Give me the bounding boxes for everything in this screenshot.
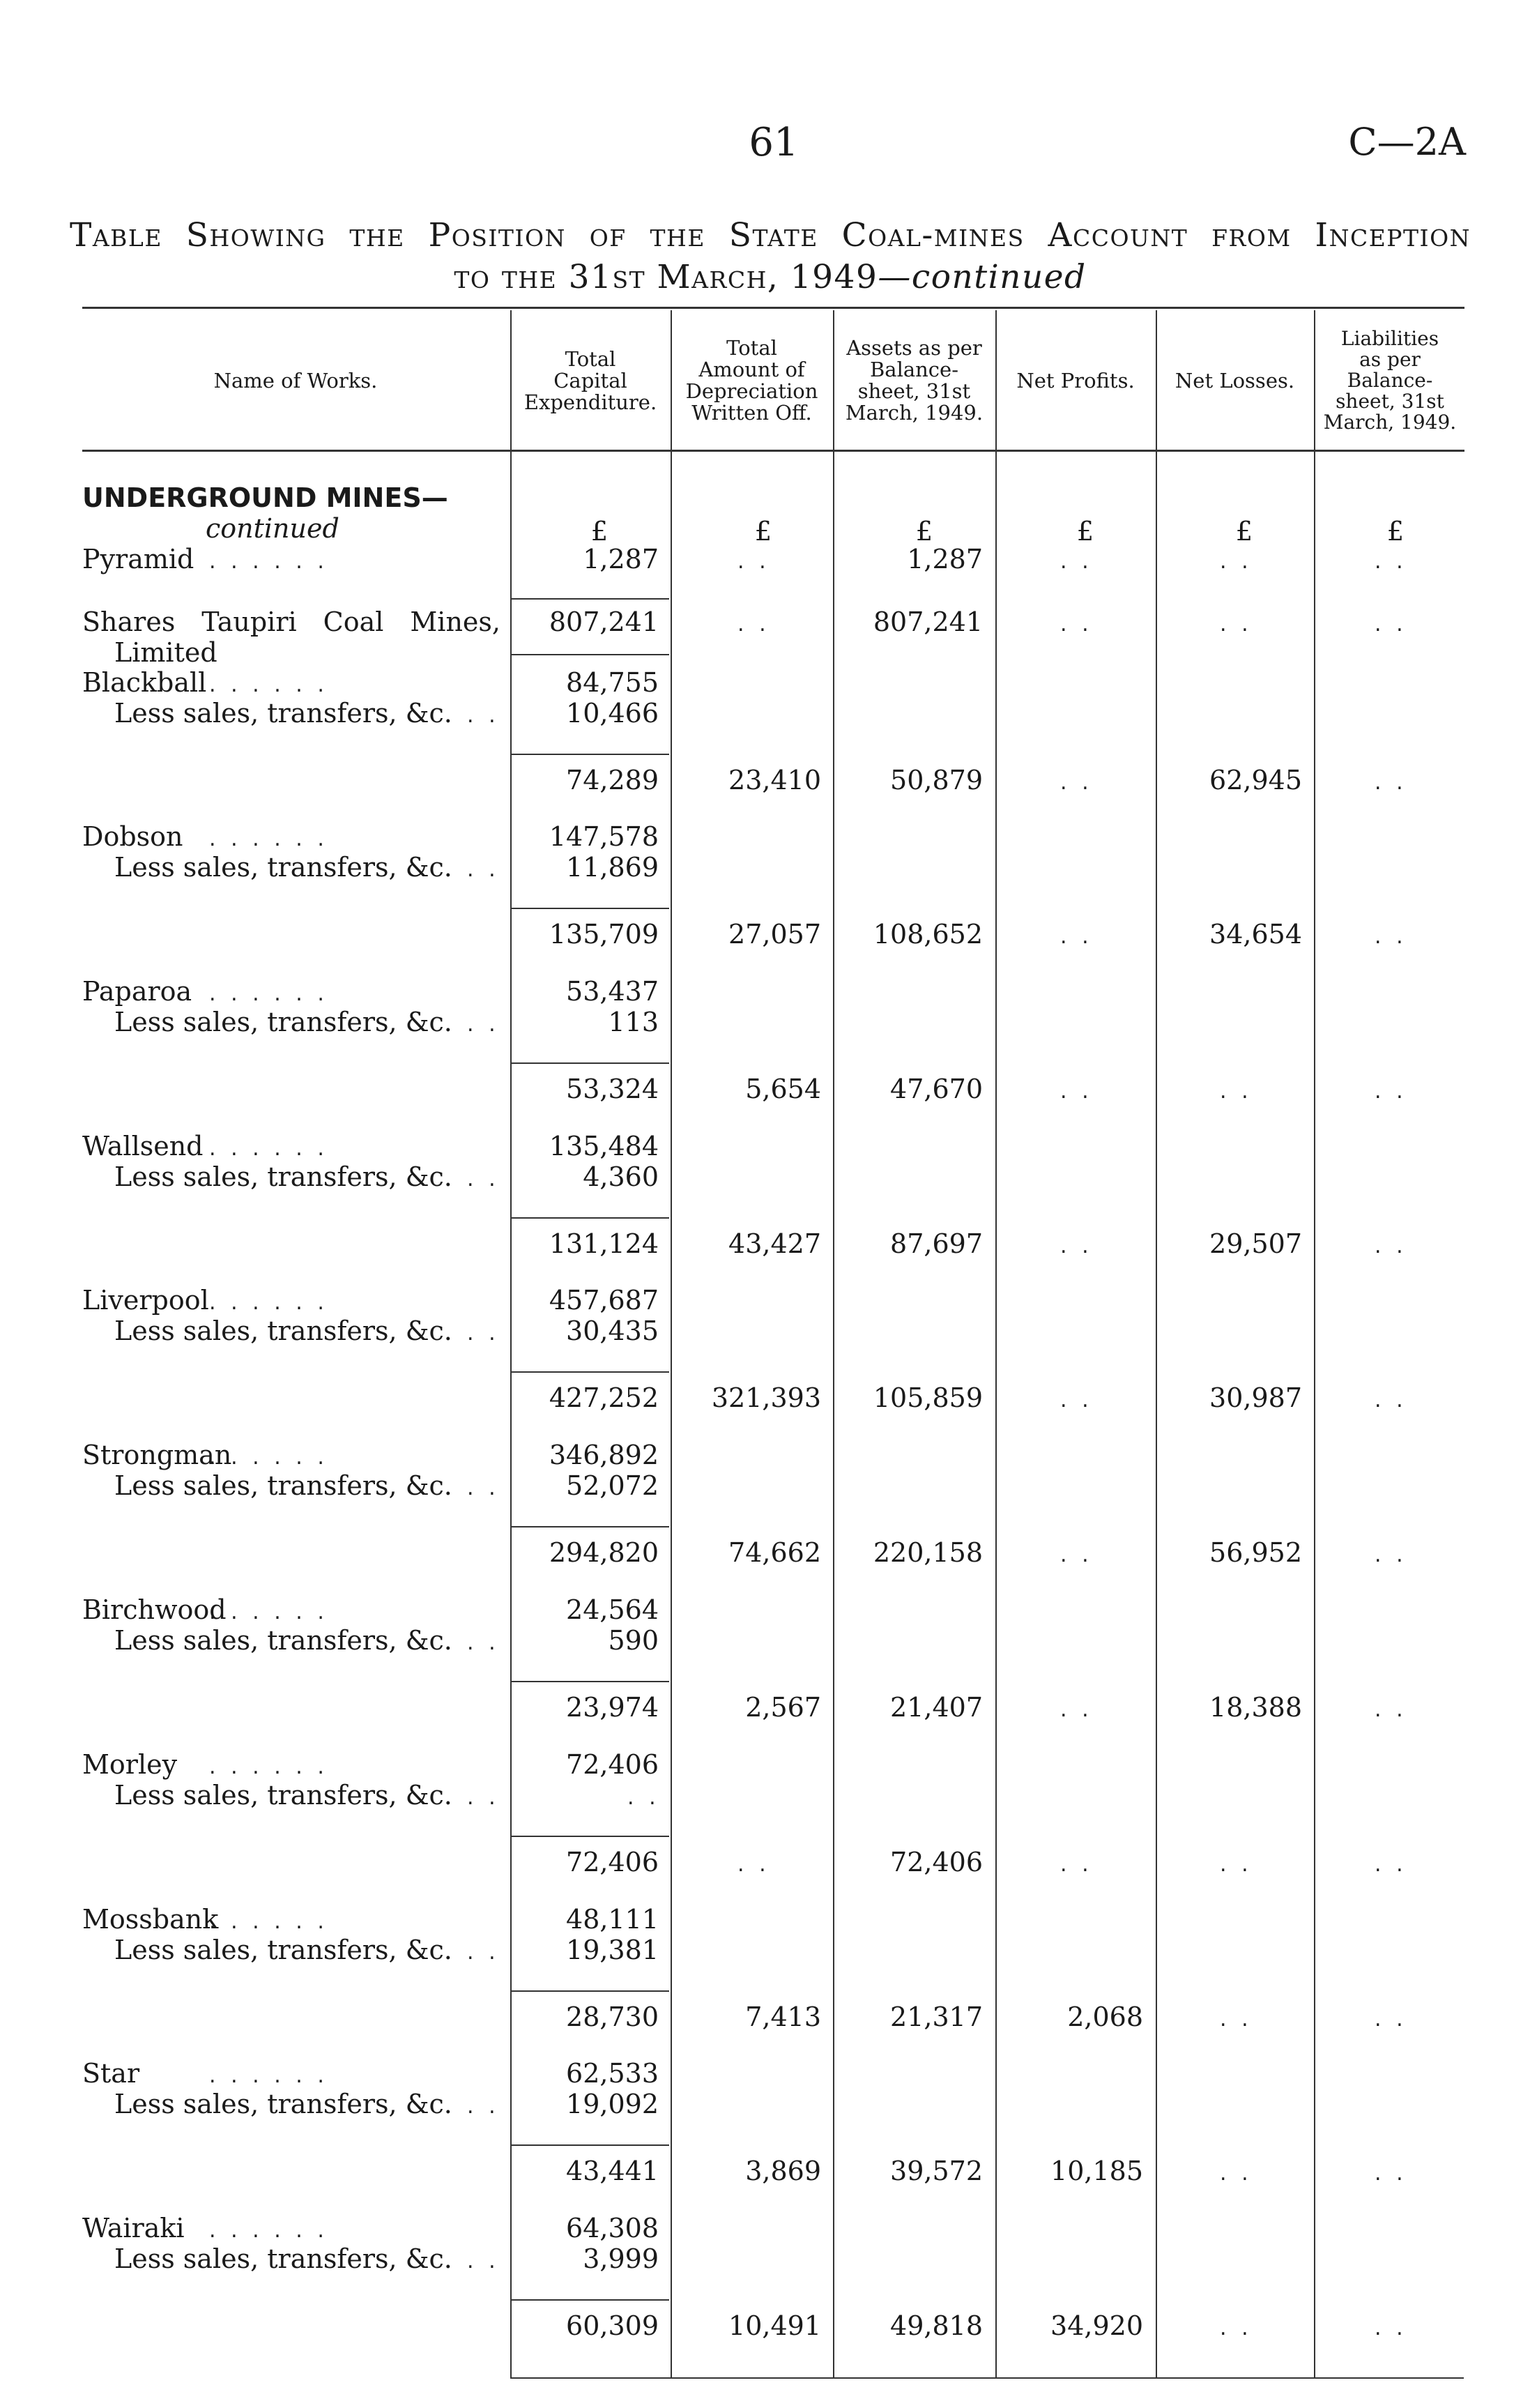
nil-marker: . . xyxy=(1375,1698,1407,1722)
header-text: Written Off. xyxy=(691,401,812,425)
blackball-capital: 74,289 xyxy=(566,765,659,795)
table-bottom-rule xyxy=(510,2377,1464,2379)
wallsend-depreciation: 43,427 xyxy=(728,1228,821,1259)
header-text: Net Losses. xyxy=(1175,368,1295,393)
less-label: Less sales, transfers, &c. xyxy=(114,1007,452,1037)
nil-marker: . . xyxy=(1375,2316,1407,2340)
birchwood-gross: 24,564 xyxy=(566,1594,659,1625)
leader-dots: . . . . . . xyxy=(209,1290,328,1315)
wallsend-gross: 135,484 xyxy=(549,1131,659,1161)
nil-marker: . . xyxy=(1060,924,1093,949)
header-text: March, 1949. xyxy=(845,401,984,425)
wairaki-gross: 64,308 xyxy=(566,2213,659,2243)
header-name-of-works xyxy=(82,318,509,443)
star-depreciation: 3,869 xyxy=(745,2156,821,2186)
wallsend-losses: 29,507 xyxy=(1209,1228,1302,1259)
header-total-capital xyxy=(512,318,669,443)
less-label: Less sales, transfers, &c. xyxy=(114,2089,452,2119)
nil-marker: . . xyxy=(1220,2007,1253,2032)
column-divider xyxy=(510,310,512,2377)
nil-marker: . . xyxy=(737,1852,770,1877)
header-depreciation xyxy=(672,318,832,443)
table-title xyxy=(70,215,1471,298)
paparoa-less: 113 xyxy=(608,1007,659,1037)
star-capital: 43,441 xyxy=(566,2156,659,2186)
nil-marker: . . xyxy=(1375,612,1407,637)
column-divider xyxy=(1156,310,1157,2377)
leader-dots: . . xyxy=(467,1476,500,1500)
morley-capital: 72,406 xyxy=(566,1847,659,1877)
birchwood-assets: 21,407 xyxy=(890,1692,983,1723)
dobson-gross: 147,578 xyxy=(549,821,659,852)
nil-marker: . . xyxy=(1375,770,1407,795)
nil-marker: . . xyxy=(1220,2161,1253,2186)
nil-marker: . . xyxy=(1060,1698,1093,1722)
nil-marker: . . xyxy=(1060,1388,1093,1412)
leader-dots: . . . . . . xyxy=(209,1755,328,1779)
row-rule xyxy=(512,1371,669,1373)
star-profits: 10,185 xyxy=(1050,2156,1143,2186)
morley-gross: 72,406 xyxy=(566,1749,659,1780)
header-bottom-rule xyxy=(82,450,1464,452)
wallsend-capital: 131,124 xyxy=(549,1228,659,1259)
nil-marker: . . xyxy=(1375,1388,1407,1412)
less-label: Less sales, transfers, &c. xyxy=(114,1470,452,1501)
mossbank-assets: 21,317 xyxy=(890,2002,983,2032)
header-net-profits xyxy=(997,318,1154,443)
title-line-2 xyxy=(70,257,1471,298)
nil-marker: . . xyxy=(1375,2007,1407,2032)
dobson-losses: 34,654 xyxy=(1209,919,1302,950)
row-rule xyxy=(512,1217,669,1219)
strongman-capital: 294,820 xyxy=(549,1537,659,1568)
blackball-gross: 84,755 xyxy=(566,667,659,698)
row-name-liverpool: Liverpool xyxy=(82,1285,209,1316)
strongman-assets: 220,158 xyxy=(873,1537,983,1568)
birchwood-less: 590 xyxy=(608,1625,659,1656)
nil-marker: . . xyxy=(1060,1852,1093,1877)
dobson-less: 11,869 xyxy=(566,852,659,883)
leader-dots: . . . . . . xyxy=(209,2064,328,2088)
nil-marker: . . xyxy=(1375,1079,1407,1104)
header-text: Assets as per xyxy=(846,336,982,360)
blackball-less: 10,466 xyxy=(566,698,659,729)
currency-symbol: £ xyxy=(754,516,772,547)
paparoa-assets: 47,670 xyxy=(890,1074,983,1104)
strongman-gross: 346,892 xyxy=(549,1440,659,1470)
less-label: Less sales, transfers, &c. xyxy=(114,1935,452,1965)
nil-marker: . . xyxy=(737,612,770,637)
row-rule xyxy=(512,2299,669,2301)
row-rule xyxy=(512,1526,669,1527)
mossbank-less: 19,381 xyxy=(566,1935,659,1965)
header-text: Balance- xyxy=(1347,369,1433,392)
blackball-assets: 50,879 xyxy=(890,765,983,795)
mossbank-profits: 2,068 xyxy=(1067,2002,1143,2032)
leader-dots: . . xyxy=(467,2249,500,2273)
liverpool-depreciation: 321,393 xyxy=(711,1382,821,1413)
row-rule xyxy=(512,754,669,755)
shares-capital: 807,241 xyxy=(549,607,659,637)
header-text: as per xyxy=(1359,348,1421,371)
less-label: Less sales, transfers, &c. xyxy=(114,698,452,729)
less-label: Less sales, transfers, &c. xyxy=(114,1316,452,1346)
pyramid-assets: 1,287 xyxy=(907,544,983,574)
row-name-birchwood: Birchwood xyxy=(82,1594,227,1625)
column-divider xyxy=(995,310,997,2377)
wairaki-less: 3,999 xyxy=(583,2243,659,2274)
leader-dots: . . . . . . xyxy=(209,1136,328,1161)
row-rule xyxy=(512,598,669,600)
nil-marker: . . xyxy=(1220,1852,1253,1877)
header-text: Depreciation xyxy=(685,379,818,403)
liverpool-losses: 30,987 xyxy=(1209,1382,1302,1413)
header-net-losses xyxy=(1157,318,1313,443)
section-subtitle: continued xyxy=(206,513,339,544)
blackball-losses: 62,945 xyxy=(1209,765,1302,795)
row-rule xyxy=(512,1062,669,1064)
liverpool-gross: 457,687 xyxy=(549,1285,659,1316)
strongman-less: 52,072 xyxy=(566,1470,659,1501)
liverpool-assets: 105,859 xyxy=(873,1382,983,1413)
currency-symbol: £ xyxy=(1076,516,1094,547)
title-continued: —continued xyxy=(878,258,1087,296)
row-name-dobson: Dobson xyxy=(82,821,183,852)
mossbank-depreciation: 7,413 xyxy=(745,2002,821,2032)
wairaki-assets: 49,818 xyxy=(890,2310,983,2341)
dobson-assets: 108,652 xyxy=(873,919,983,950)
birchwood-depreciation: 2,567 xyxy=(745,1692,821,1723)
liverpool-less: 30,435 xyxy=(566,1316,659,1346)
document-code: C—2A xyxy=(1348,120,1466,164)
row-name-shares: Shares Taupiri Coal Mines, xyxy=(82,607,500,637)
nil-marker: . . xyxy=(1375,549,1407,574)
nil-marker: . . xyxy=(1060,1543,1093,1567)
star-less: 19,092 xyxy=(566,2089,659,2119)
nil-marker: . . xyxy=(1220,612,1253,637)
currency-symbol: £ xyxy=(1235,516,1253,547)
leader-dots: . . . . . . xyxy=(209,1910,328,1934)
star-gross: 62,533 xyxy=(566,2058,659,2089)
title-line-2-text: to the 31st March, 1949 xyxy=(454,258,878,296)
nil-marker: . . xyxy=(627,1785,660,1810)
header-text: Balance- xyxy=(869,358,959,381)
nil-marker: . . xyxy=(1060,1079,1093,1104)
less-label: Less sales, transfers, &c. xyxy=(114,1780,452,1811)
header-assets xyxy=(834,318,994,443)
leader-dots: . . xyxy=(467,2094,500,2119)
header-text: sheet, 31st xyxy=(1336,390,1444,413)
dobson-depreciation: 27,057 xyxy=(728,919,821,950)
leader-dots: . . . . . . xyxy=(209,1445,328,1470)
row-rule xyxy=(512,1681,669,1682)
header-text: Expenditure. xyxy=(523,390,657,414)
table-top-rule xyxy=(82,307,1464,309)
nil-marker: . . xyxy=(1375,924,1407,949)
leader-dots: . . xyxy=(467,1940,500,1965)
leader-dots: . . xyxy=(467,858,500,882)
title-line-1: Table Showing the Position of the State Coal-mines Account from Inception xyxy=(70,216,1471,254)
column-divider xyxy=(1314,310,1315,2377)
column-divider xyxy=(671,310,672,2377)
pyramid-capital: 1,287 xyxy=(583,544,659,574)
header-text: Liabilities xyxy=(1340,327,1439,350)
wairaki-capital: 60,309 xyxy=(566,2310,659,2341)
leader-dots: . . xyxy=(467,1785,500,1810)
nil-marker: . . xyxy=(1060,1234,1093,1258)
less-label: Less sales, transfers, &c. xyxy=(114,852,452,883)
mossbank-gross: 48,111 xyxy=(566,1904,659,1935)
row-name-star: Star xyxy=(82,2058,140,2089)
currency-symbol: £ xyxy=(1386,516,1405,547)
leader-dots: . . xyxy=(467,1321,500,1346)
row-name-strongman: Strongman xyxy=(82,1440,232,1470)
dobson-capital: 135,709 xyxy=(549,919,659,950)
header-name-text: Name of Works. xyxy=(213,368,378,393)
currency-symbol: £ xyxy=(915,516,933,547)
nil-marker: . . xyxy=(1220,549,1253,574)
strongman-losses: 56,952 xyxy=(1209,1537,1302,1568)
leader-dots: . . . . . . xyxy=(209,1600,328,1624)
wairaki-profits: 34,920 xyxy=(1050,2310,1143,2341)
leader-dots: . . xyxy=(467,1167,500,1191)
mossbank-capital: 28,730 xyxy=(566,2002,659,2032)
header-text: March, 1949. xyxy=(1323,411,1457,434)
wallsend-assets: 87,697 xyxy=(890,1228,983,1259)
header-text: sheet, 31st xyxy=(857,379,971,403)
strongman-depreciation: 74,662 xyxy=(728,1537,821,1568)
liverpool-capital: 427,252 xyxy=(549,1382,659,1413)
leader-dots: . . . . . . xyxy=(209,673,328,697)
morley-assets: 72,406 xyxy=(890,1847,983,1877)
row-name-paparoa: Paparoa xyxy=(82,976,192,1007)
column-divider xyxy=(833,310,834,2377)
blackball-depreciation: 23,410 xyxy=(728,765,821,795)
row-rule xyxy=(512,908,669,909)
less-label: Less sales, transfers, &c. xyxy=(114,1161,452,1192)
nil-marker: . . xyxy=(1220,2316,1253,2340)
leader-dots: . . xyxy=(467,1012,500,1037)
row-name-mossbank: Mossbank xyxy=(82,1904,219,1935)
nil-marker: . . xyxy=(1375,1852,1407,1877)
nil-marker: . . xyxy=(1375,2161,1407,2186)
row-name-blackball: Blackball xyxy=(82,667,207,698)
row-rule xyxy=(512,1990,669,1992)
nil-marker: . . xyxy=(1060,549,1093,574)
nil-marker: . . xyxy=(1060,612,1093,637)
leader-dots: . . xyxy=(467,703,500,728)
row-name-wairaki: Wairaki xyxy=(82,2213,185,2243)
paparoa-depreciation: 5,654 xyxy=(745,1074,821,1104)
header-text: Total xyxy=(565,346,616,371)
paparoa-capital: 53,324 xyxy=(566,1074,659,1104)
row-name-shares-limited: Limited xyxy=(114,637,217,668)
shares-assets: 807,241 xyxy=(873,607,983,637)
leader-dots: . . . . . . xyxy=(209,827,328,851)
leader-dots: . . xyxy=(467,1631,500,1655)
nil-marker: . . xyxy=(1375,1234,1407,1258)
header-text: Capital xyxy=(553,368,627,393)
row-rule xyxy=(512,654,669,655)
wallsend-less: 4,360 xyxy=(583,1161,659,1192)
page-number: 61 xyxy=(749,120,799,165)
row-name-wallsend: Wallsend xyxy=(82,1131,204,1161)
wairaki-depreciation: 10,491 xyxy=(728,2310,821,2341)
nil-marker: . . xyxy=(737,549,770,574)
row-name-pyramid: Pyramid xyxy=(82,544,194,574)
currency-symbol: £ xyxy=(590,516,609,547)
leader-dots: . . . . . . xyxy=(209,982,328,1006)
nil-marker: . . xyxy=(1220,1079,1253,1104)
paparoa-gross: 53,437 xyxy=(566,976,659,1007)
row-rule xyxy=(512,1836,669,1837)
less-label: Less sales, transfers, &c. xyxy=(114,1625,452,1656)
header-text: Total xyxy=(726,336,777,360)
leader-dots: . . . . . . xyxy=(209,2218,328,2243)
leader-dots: . . . . . . xyxy=(209,549,328,574)
star-assets: 39,572 xyxy=(890,2156,983,2186)
birchwood-losses: 18,388 xyxy=(1209,1692,1302,1723)
row-name-morley: Morley xyxy=(82,1749,178,1780)
nil-marker: . . xyxy=(1375,1543,1407,1567)
header-text: Net Profits. xyxy=(1016,368,1135,393)
row-rule xyxy=(512,2144,669,2146)
header-text: Amount of xyxy=(698,358,805,381)
birchwood-capital: 23,974 xyxy=(566,1692,659,1723)
section-title: UNDERGROUND MINES— xyxy=(82,482,448,513)
nil-marker: . . xyxy=(1060,770,1093,795)
header-liabilities xyxy=(1315,318,1464,443)
less-label: Less sales, transfers, &c. xyxy=(114,2243,452,2274)
